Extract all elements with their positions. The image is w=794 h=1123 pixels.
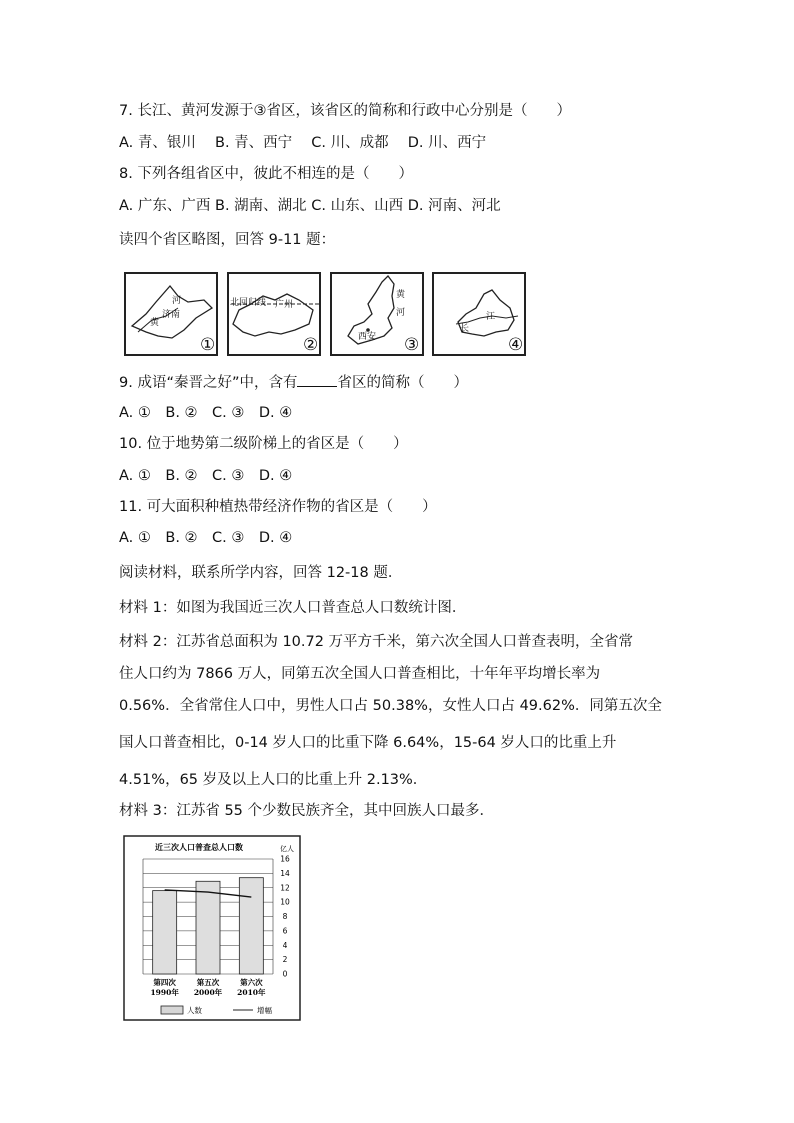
material-intro: 阅读材料，联系所学内容，回答 12-18 题．: [119, 565, 403, 581]
material-3: 材料 3：江苏省 55 个少数民族齐全，其中回族人口最多．: [119, 803, 495, 819]
legend-bar-swatch: [161, 1006, 183, 1014]
x-tick-label: 第四次: [153, 978, 176, 987]
y-tick-label: 14: [280, 868, 290, 878]
y-tick-label: 10: [280, 897, 290, 907]
question-8-options: A. 广东、广西 B. 湖南、湖北 C. 山东、山西 D. 河南、河北: [119, 198, 501, 214]
province-map-2: [227, 272, 321, 356]
question-10-options: A. ① B. ② C. ③ D. ④: [119, 468, 293, 484]
question-9-options: A. ① B. ② C. ③ D. ④: [119, 405, 293, 421]
question-10-stem: 10. 位于地势第二级阶梯上的省区是（ ）: [119, 436, 408, 452]
map3-number: ③: [404, 335, 420, 355]
province-map-3: [330, 272, 424, 356]
map3-label-xian: 西安: [358, 332, 377, 342]
y-tick-label: 16: [280, 854, 290, 864]
material-2-line-1: 材料 2：江苏省总面积为 10.72 万平方千米，第六次全国人口普查表明，全省常: [119, 634, 634, 650]
y-tick-label: 4: [282, 940, 288, 950]
x-tick-label: 第五次: [196, 978, 220, 987]
map1-label-jinan: 济南: [162, 310, 181, 320]
chart-ylabel: 亿人: [280, 845, 294, 853]
province-map-1: [124, 272, 218, 356]
population-chart: [123, 835, 301, 1021]
bar-1: [153, 891, 177, 974]
y-tick-label: 0: [282, 969, 288, 979]
x-tick-label: 第六次: [240, 978, 263, 987]
question-7-stem: 7. 长江、黄河发源于③省区，该省区的简称和行政中心分别是（ ）: [119, 103, 571, 119]
material-1: 材料 1：如图为我国近三次人口普查总人口数统计图．: [119, 600, 467, 616]
map4-label-chang: 长: [460, 324, 470, 334]
bar-3: [239, 878, 263, 974]
question-7-options: A. 青、银川 B. 青、西宁 C. 川、成都 D. 川、西宁: [119, 135, 487, 151]
chart-title: 近三次人口普查总人口数: [155, 843, 243, 852]
y-tick-label: 8: [282, 912, 288, 921]
y-tick-label: 2: [282, 955, 288, 965]
bar-2: [196, 881, 220, 974]
map1-label-huang: 黄: [150, 318, 160, 328]
material-2-line-2: 住人口约为 7866 万人，同第五次全国人口普查相比，十年年平均增长率为: [119, 666, 601, 682]
material-2-line-5: 4.51%，65 岁及以上人口的比重上升 2.13%．: [119, 772, 428, 788]
province-map-4: [432, 272, 526, 356]
legend-line-label: 增幅: [257, 1006, 272, 1015]
x-tick-label: 1990年: [150, 988, 179, 997]
map3-label-he: 河: [396, 308, 406, 318]
question-11-stem: 11. 可大面积种植热带经济作物的省区是（ ）: [119, 499, 437, 515]
map2-label-guangzhou: 广州: [275, 300, 294, 310]
y-tick-label: 12: [280, 883, 290, 893]
question-9-stem-before: 9. 成语“秦晋之好”中，含有: [119, 375, 298, 391]
question-9-stem-after: 省区的简称（ ）: [337, 375, 468, 391]
question-9-stem: [119, 372, 468, 393]
material-2-line-4: 国人口普查相比，0-14 岁人口的比重下降 6.64%，15-64 岁人口的比重上升: [119, 735, 617, 751]
map1-label-he: 河: [172, 296, 182, 306]
question-11-options: A. ① B. ② C. ③ D. ④: [119, 530, 293, 546]
material-2-line-3: 0.56%．全省常住人口中，男性人口占 50.38%，女性人口占 49.62%．同第五次全: [119, 698, 662, 714]
map3-label-huang: 黄: [396, 290, 406, 300]
y-tick-label: 6: [282, 926, 288, 936]
map2-number: ②: [303, 335, 319, 355]
x-tick-label: 2010年: [237, 988, 266, 997]
map2-label-tropic: 北回归线: [230, 298, 267, 308]
x-tick-label: 2000年: [193, 988, 223, 997]
legend-bar-label: 人数: [187, 1006, 202, 1015]
map4-number: ④: [508, 335, 524, 355]
question-8-stem: 8. 下列各组省区中，彼此不相连的是（ ）: [119, 166, 413, 182]
map4-label-jiang: 江: [486, 312, 496, 322]
maps-intro: 读四个省区略图，回答 9-11 题：: [119, 232, 336, 248]
map1-number: ①: [200, 335, 216, 355]
answer-blank: [297, 372, 337, 387]
